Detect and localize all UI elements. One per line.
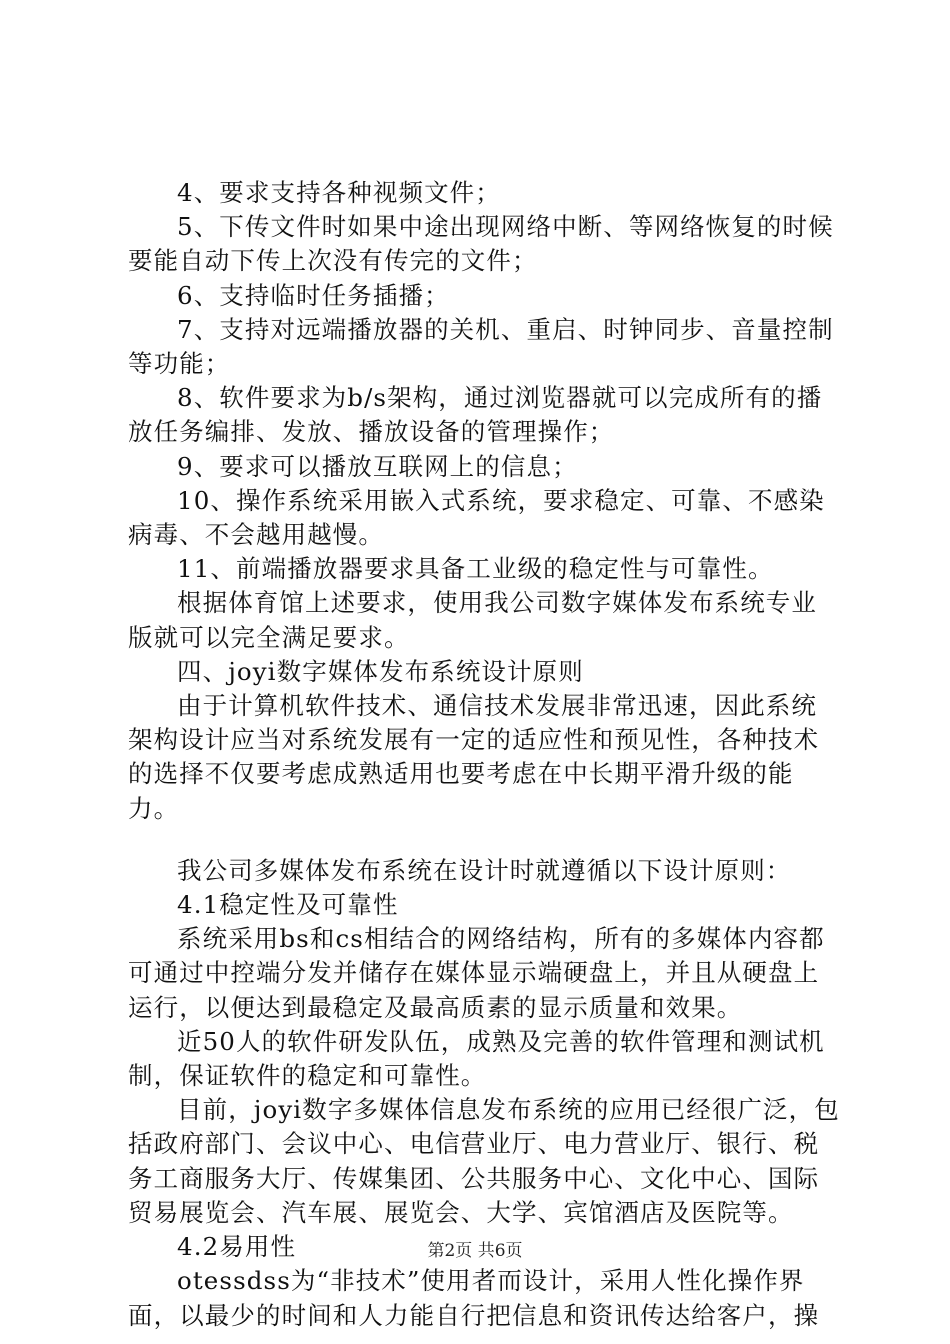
paragraph-stability-applications: 目前，joyi数字多媒体信息发布系统的应用已经很广泛，包括政府部门、会议中心、电信营业厅、电力营业厅、银行、税务工商服务大厅、传媒集团、公共服务中心、文化中心、国际贸易展览会、汽车展、展览会、大学、宾馆酒店及医院等。: [128, 1095, 840, 1227]
paragraph-requirement-8: 8、软件要求为b/s架构，通过浏览器就可以完成所有的播放任务编排、发放、播放设备的管理操作；: [128, 383, 823, 447]
paragraph-stability-architecture: 系统采用bs和cs相结合的网络结构，所有的多媒体内容都可通过中控端分发并储存在媒体显示端硬盘上，并且从硬盘上运行，以便达到最稳定及最高质素的显示质量和效果。: [128, 924, 825, 1022]
subheading-usability: 4.2易用性: [177, 1232, 297, 1262]
paragraph-requirement-6: 6、支持临时任务插播；: [177, 280, 450, 310]
page-number-footer: 第2页 共6页: [427, 1241, 523, 1261]
paragraph-requirement-5: 5、下传文件时如果中途出现网络中断、等网络恢复的时候要能自动下传上次没有传完的文件；: [128, 212, 834, 276]
paragraph-requirement-9: 9、要求可以播放互联网上的信息；: [177, 451, 578, 481]
paragraph-requirement-4: 4、要求支持各种视频文件；: [177, 178, 501, 207]
paragraph-requirement-7: 7、支持对远端播放器的关机、重启、时钟同步、音量控制等功能；: [128, 314, 834, 379]
subheading-stability: 4.1稳定性及可靠性: [177, 890, 399, 920]
paragraph-requirement-11: 11、前端播放器要求具备工业级的稳定性与可靠性。: [177, 554, 774, 584]
body-text: [128, 176, 840, 1333]
section-heading-design-principles: 四、joyi数字媒体发布系统设计原则: [177, 656, 584, 686]
paragraph-conclusion: 根据体育馆上述要求，使用我公司数字媒体发布系统专业版就可以完全满足要求。: [128, 588, 817, 652]
paragraph-stability-team: 近50人的软件研发队伍，成熟及完善的软件管理和测试机制，保证软件的稳定和可靠性。: [128, 1026, 825, 1091]
paragraph-usability: otessdss为“非技术”使用者而设计，采用人性化操作界面，以最少的时间和人力能自行把信息和资讯传达给客户，操: [128, 1266, 820, 1330]
paragraph-requirement-10: 10、操作系统采用嵌入式系统，要求稳定、可靠、不感染病毒、不会越用越慢。: [128, 485, 825, 550]
paragraph-design-intro: 由于计算机软件技术、通信技术发展非常迅速，因此系统架构设计应当对系统发展有一定的适应性和预见性，各种技术的选择不仅要考虑成熟适用也要考虑在中长期平滑升级的能力。: [128, 691, 820, 823]
paragraph-principles-lead: 我公司多媒体发布系统在设计时就遵循以下设计原则：: [177, 855, 792, 885]
